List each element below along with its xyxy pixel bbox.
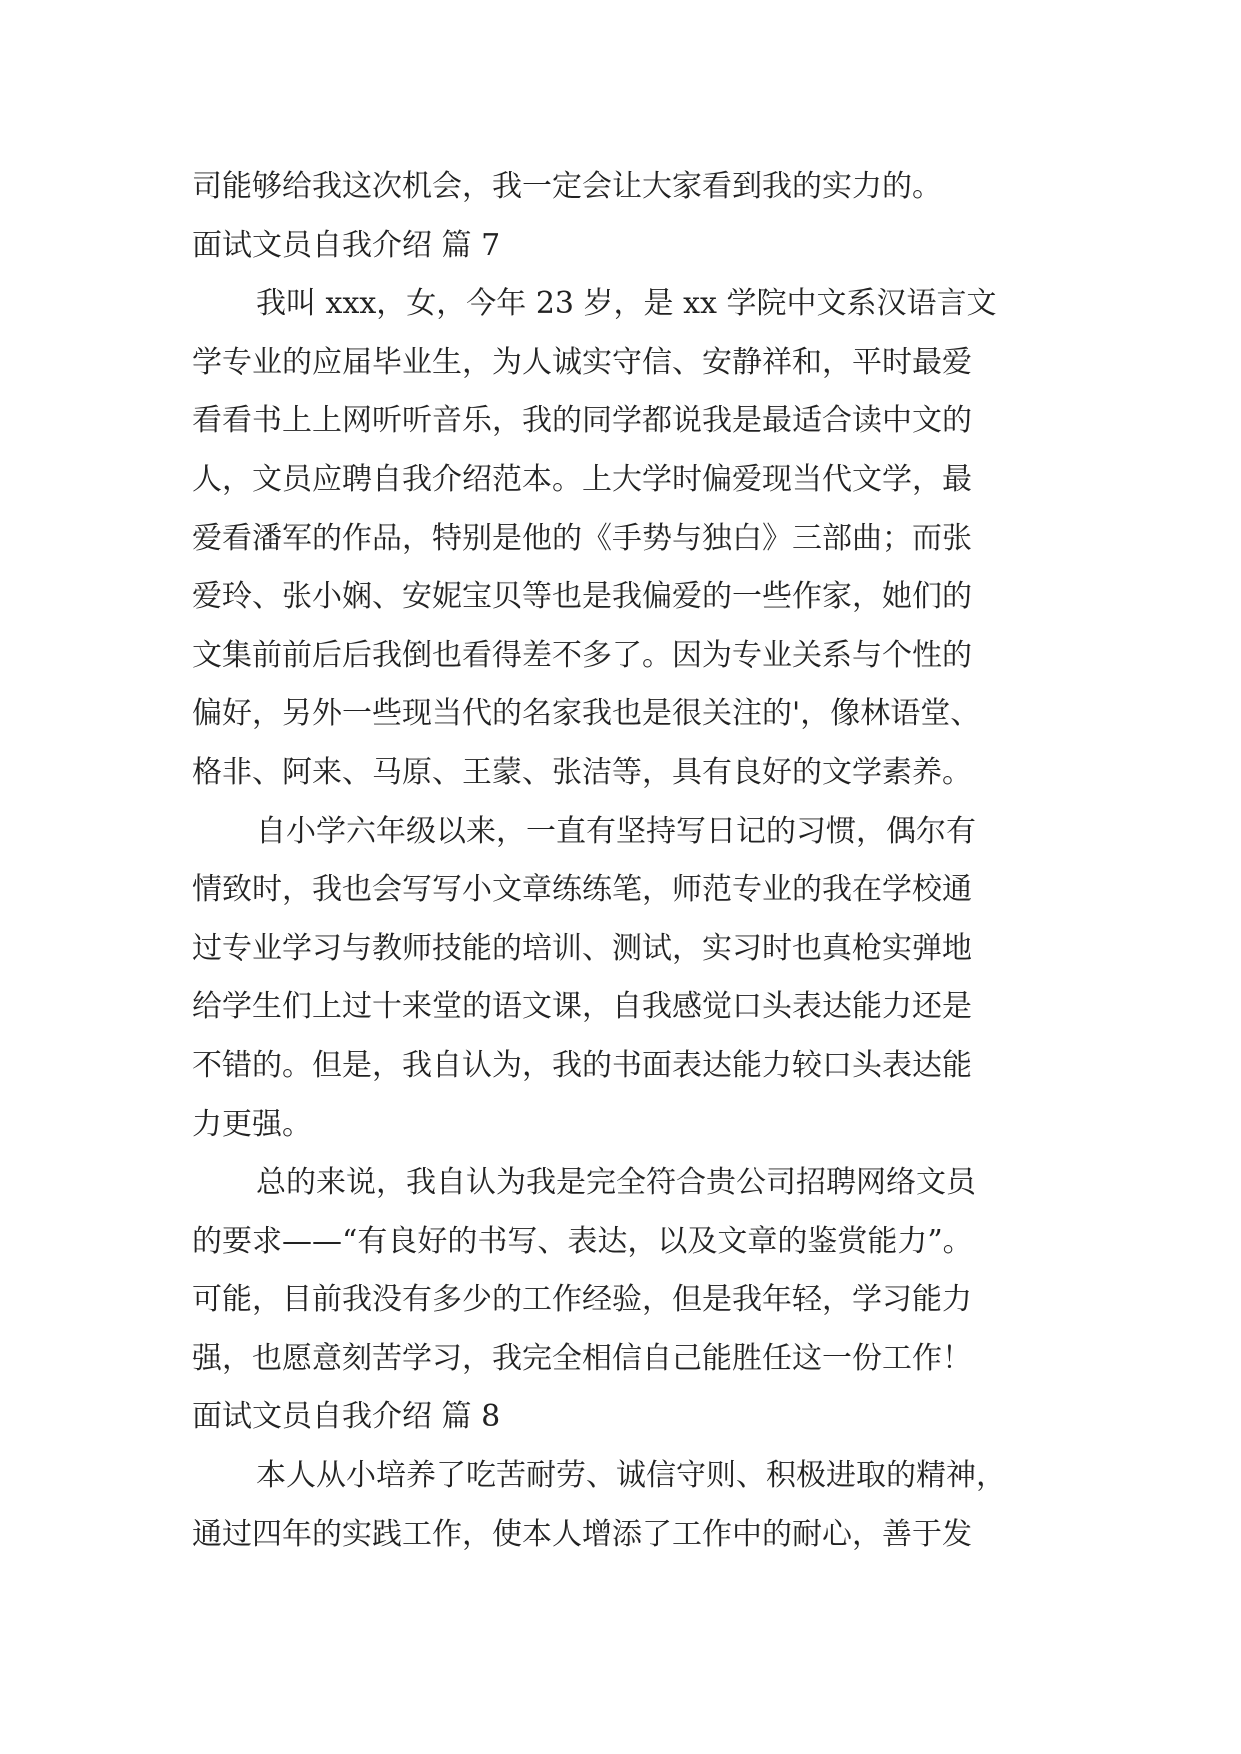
text-line: 的要求——“有良好的书写、表达，以及文章的鉴赏能力”。 [192,1223,973,1259]
text-line: 文集前前后后我倒也看得差不多了。因为专业关系与个性的 [192,637,972,673]
text-line: 人，文员应聘自我介绍范本。上大学时偏爱现当代文学，最 [192,461,972,497]
text-line: 司能够给我这次机会，我一定会让大家看到我的实力的。 [192,169,942,204]
text-line: 偏好，另外一些现当代的名家我也是很关注的'，像林语堂、 [192,696,981,732]
text-line: 格非、阿来、马原、王蒙、张洁等，具有良好的文学素养。 [192,754,972,790]
text-line: 爱玲、张小娴、安妮宝贝等也是我偏爱的一些作家，她们的 [192,579,972,615]
text-line: 本人从小培养了吃苦耐劳、诚信守则、积极进取的精神， [256,1458,1006,1494]
text-line: 力更强。 [192,1106,312,1142]
text-line: 过专业学习与教师技能的培训、测试，实习时也真枪实弹地 [192,930,972,966]
text-line: 自小学六年级以来，一直有坚持写日记的习惯，偶尔有 [256,813,976,849]
text-line: 爱看潘军的作品，特别是他的《手势与独白》三部曲；而张 [192,520,972,556]
text-line: 我叫 xxx，女，今年 23 岁，是 xx 学院中文系汉语言文 [256,286,997,322]
text-line: 不错的。但是，我自认为，我的书面表达能力较口头表达能 [192,1047,972,1083]
text-line: 情致时，我也会写写小文章练练笔，师范专业的我在学校通 [192,872,972,908]
document-body [192,158,1052,1564]
text-line: 可能，目前我没有多少的工作经验，但是我年轻，学习能力 [192,1282,972,1318]
text-line: 强，也愿意刻苦学习，我完全相信自己能胜任这一份工作！ [192,1340,972,1376]
text-line: 通过四年的实践工作，使本人增添了工作中的耐心，善于发 [192,1516,972,1552]
section-heading: 面试文员自我介绍 篇 7 [192,227,501,263]
text-line: 看看书上上网听听音乐，我的同学都说我是最适合读中文的 [192,403,972,439]
text-line: 给学生们上过十来堂的语文课，自我感觉口头表达能力还是 [192,989,972,1025]
text-line: 总的来说，我自认为我是完全符合贵公司招聘网络文员 [256,1165,976,1201]
text-line: 学专业的应届毕业生，为人诚实守信、安静祥和，平时最爱 [192,344,972,380]
section-heading: 面试文员自我介绍 篇 8 [192,1399,501,1435]
